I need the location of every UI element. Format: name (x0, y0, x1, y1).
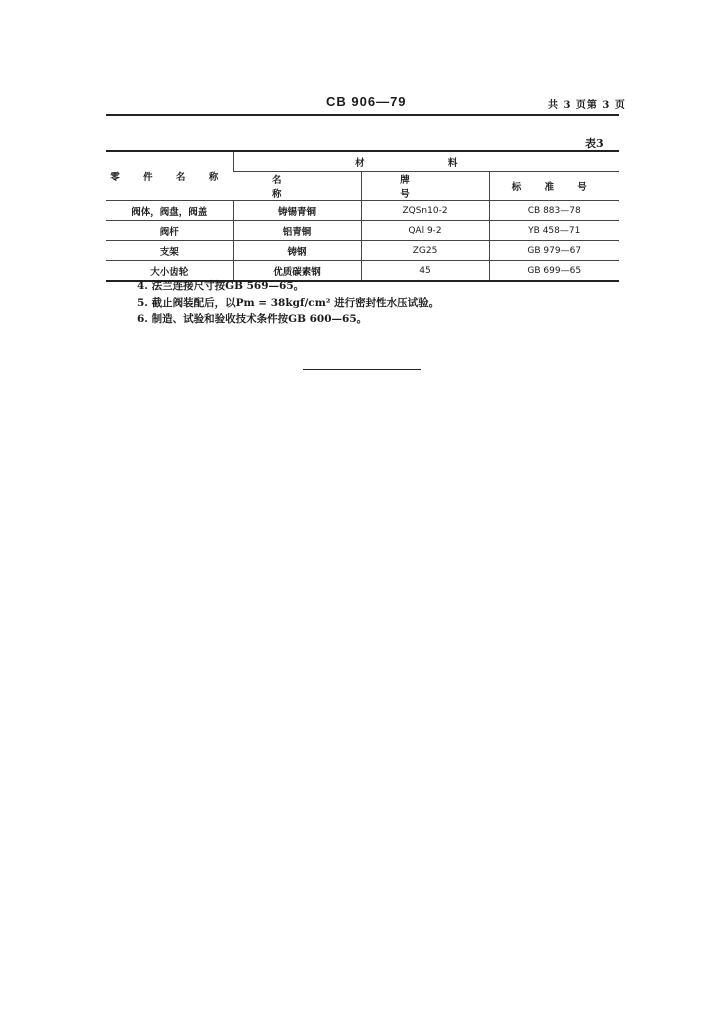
materials-table (106, 150, 619, 282)
part-name-header: 零 件 名 称 (106, 151, 233, 201)
table-header-row (106, 151, 619, 172)
table-row (106, 241, 619, 261)
material-cell: 铝青铜 (233, 221, 361, 241)
part-cell: 阀体，阀盘，阀盖 (106, 201, 233, 221)
standard-cell: YB 458—71 (489, 221, 619, 241)
material-cell: 铸锡青铜 (233, 201, 361, 221)
note-item: 4. 法兰连接尺寸按GB 569—65。 (137, 280, 305, 292)
page-indicator: 共 3 页第 3 页 (548, 100, 626, 111)
grade-header: 牌 号 (361, 172, 489, 201)
table-row (106, 221, 619, 241)
grade-cell: 45 (361, 261, 489, 282)
grade-cell: ZQSn10-2 (361, 201, 489, 221)
standard-cell: CB 883—78 (489, 201, 619, 221)
note-item: 6. 制造、试验和验收技术条件按GB 600—65。 (137, 313, 368, 325)
note-item: 5. 截止阀装配后，以Pm = 38kgf/cm² 进行密封性水压试验。 (137, 296, 440, 309)
notes-list (137, 278, 439, 328)
grade-cell: ZG25 (361, 241, 489, 261)
header-rule (106, 114, 619, 116)
material-cell: 优质碳素钢 (233, 261, 361, 282)
standard-header: 标 准 号 (489, 172, 619, 201)
material-name-header: 名 称 (233, 172, 361, 201)
grade-cell: QAl 9-2 (361, 221, 489, 241)
table-label: 表3 (585, 137, 604, 150)
standard-cell: GB 699—65 (489, 261, 619, 282)
table-row (106, 201, 619, 221)
end-rule (303, 369, 421, 370)
material-cell: 铸钢 (233, 241, 361, 261)
part-cell: 支架 (106, 241, 233, 261)
standard-cell: GB 979—67 (489, 241, 619, 261)
part-cell: 阀杆 (106, 221, 233, 241)
document-number: CB 906—79 (326, 94, 407, 109)
material-header: 材 料 (233, 151, 619, 172)
part-cell: 大小齿轮 (106, 261, 233, 282)
